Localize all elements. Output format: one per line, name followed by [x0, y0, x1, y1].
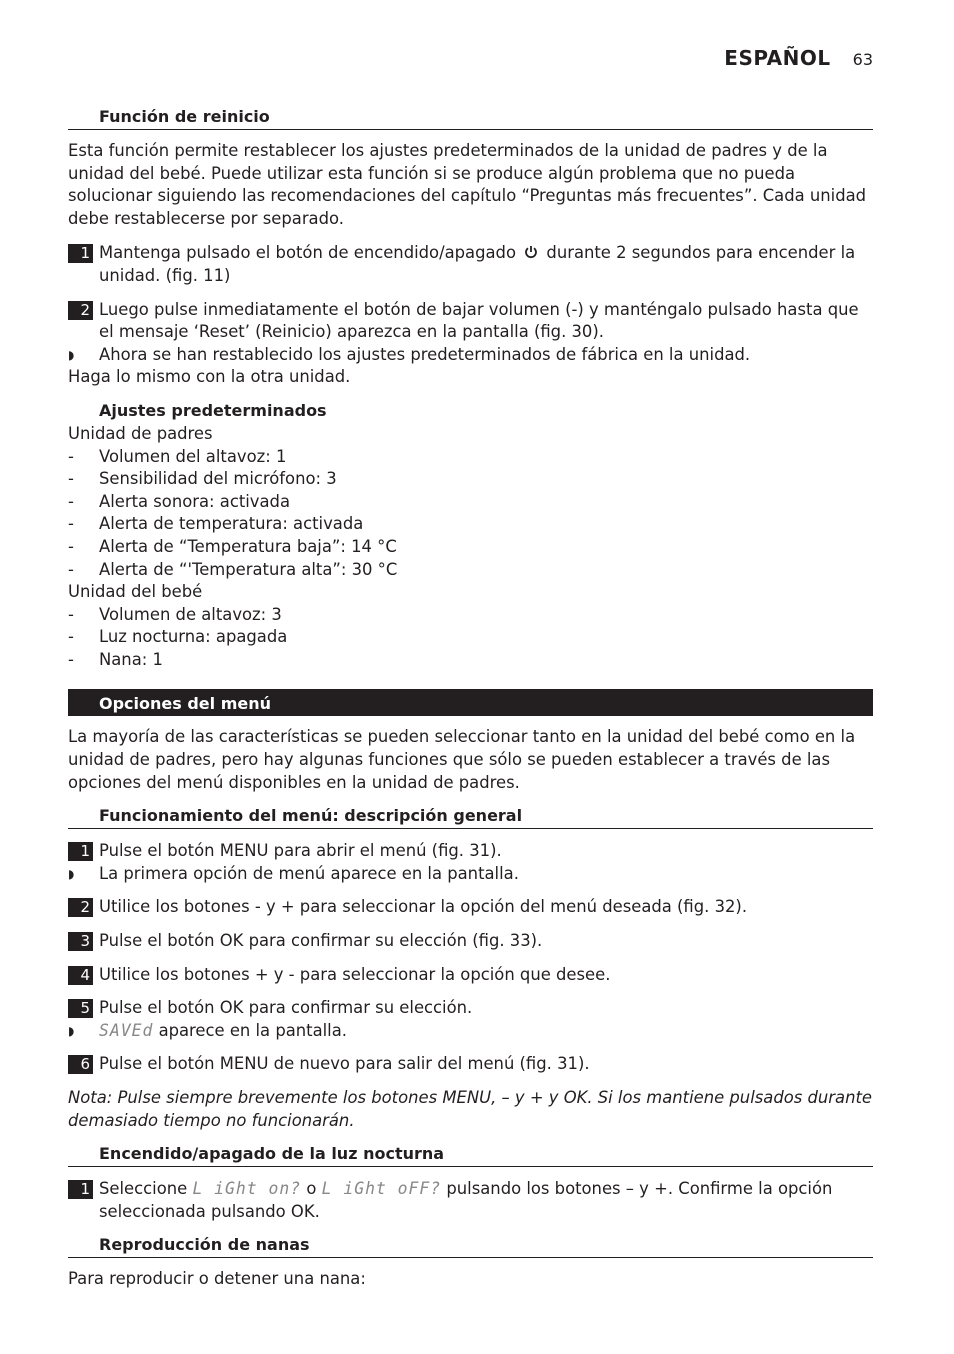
- list-item: - Alerta de “'Temperatura alta”: 30 °C: [68, 559, 398, 579]
- menu-step-2: [68, 896, 873, 919]
- page-header: [724, 46, 873, 70]
- section-title-reset: Función de reinicio: [68, 106, 873, 130]
- result-bullet-icon: ◗: [68, 1023, 75, 1038]
- section-title-defaults: Ajustes predeterminados: [99, 400, 327, 420]
- reset-result: [68, 344, 873, 367]
- menu-step-1: [68, 840, 873, 863]
- step-text: Pulse el botón OK para confirmar su elección.: [99, 998, 473, 1018]
- list-item: - Alerta de temperatura: activada: [68, 514, 364, 534]
- menu-step-5: [68, 997, 873, 1020]
- section-title-overview: Funcionamiento del menú: descripción general: [68, 805, 873, 829]
- language-label: ESPAÑOL: [724, 46, 831, 70]
- nightlight-step-1: 1 Seleccione L iGht on? o L iGht oFF? pulsando los botones – y +. Confirme la opción seleccionada pulsando OK.: [68, 1178, 873, 1223]
- result-text: Ahora se han restablecido los ajustes predeterminados de fábrica en la unidad.: [99, 344, 751, 364]
- section-title-nightlight: Encendido/apagado de la luz nocturna: [68, 1143, 873, 1167]
- step-number: 2: [68, 301, 93, 320]
- step-number: 1: [68, 1180, 93, 1199]
- lcd-text-light-on: L iGht on?: [192, 1179, 302, 1199]
- list-item: - Sensibilidad del micrófono: 3: [68, 469, 337, 489]
- lcd-text-light-off: L iGht oFF?: [321, 1179, 442, 1199]
- reset-step-2: [68, 299, 873, 344]
- parent-unit-label: Unidad de padres: [68, 423, 213, 443]
- power-icon: [524, 245, 538, 259]
- step-text: Pulse el botón MENU de nuevo para salir del menú (fig. 31).: [99, 1054, 590, 1074]
- step-text: Mantenga pulsado el botón de encendido/apagado: [99, 243, 516, 263]
- step-number: 1: [68, 244, 93, 263]
- result-text: aparece en la pantalla.: [158, 1020, 347, 1040]
- step-text: Utilice los botones - y + para seleccionar la opción del menú deseada (fig. 32).: [99, 897, 748, 917]
- step-number: 4: [68, 966, 93, 985]
- lcd-text-saved: SAVEd: [99, 1020, 154, 1040]
- note: Nota: Pulse siempre brevemente los botones MENU, – y + y OK. Si los mantiene pulsados durante demasiado tiempo no funcionarán.: [68, 1088, 872, 1130]
- menu-step-6: [68, 1053, 873, 1076]
- page-number: 63: [852, 50, 873, 69]
- list-item: - Luz nocturna: apagada: [68, 627, 288, 647]
- lullaby-intro: Para reproducir o detener una nana:: [68, 1269, 366, 1289]
- step-text: Luego pulse inmediatamente el botón de bajar volumen (-) y manténgalo pulsado hasta que el mensaje ‘Reset’ (Reinicio) aparezca en la pantalla (fig. 30).: [99, 299, 859, 342]
- step-number: 6: [68, 1055, 93, 1074]
- page-content: [68, 106, 873, 1291]
- baby-unit-label: Unidad del bebé: [68, 582, 203, 602]
- menu-step-3: [68, 930, 873, 953]
- step-text: Utilice los botones + y - para seleccionar la opción que desee.: [99, 964, 611, 984]
- reset-other-unit: Haga lo mismo con la otra unidad.: [68, 367, 351, 387]
- list-item: - Nana: 1: [68, 649, 163, 669]
- list-item: - Volumen de altavoz: 3: [68, 604, 282, 624]
- step-number: 5: [68, 999, 93, 1018]
- list-item: - Alerta sonora: activada: [68, 491, 290, 511]
- result-bullet-icon: ◗: [68, 347, 75, 362]
- result-bullet-icon: ◗: [68, 866, 75, 881]
- step-number: 1: [68, 842, 93, 861]
- step-text: durante 2 segundos para encender la unidad. (fig. 11): [99, 243, 856, 285]
- step-number: 3: [68, 932, 93, 951]
- result-text: La primera opción de menú aparece en la pantalla.: [99, 863, 519, 883]
- reset-step-1: [68, 242, 873, 287]
- section-title-menu: Opciones del menú: [68, 689, 873, 716]
- menu-step-1-result: [68, 863, 873, 886]
- reset-intro: Esta función permite restablecer los ajustes predeterminados de la unidad de padres y de la unidad del bebé. Puede utilizar esta función si se produce algún problema que no pueda solucionar siguiendo las recomendaciones del capítulo “Preguntas más frecuentes”. Cada unidad debe restablecerse por separado.: [68, 141, 867, 228]
- menu-step-4: [68, 964, 873, 987]
- list-item: - Alerta de “Temperatura baja”: 14 °C: [68, 536, 397, 556]
- section-title-lullaby: Reproducción de nanas: [68, 1234, 873, 1258]
- step-text: Pulse el botón MENU para abrir el menú (fig. 31).: [99, 841, 502, 861]
- menu-intro: La mayoría de las características se pueden seleccionar tanto en la unidad del bebé como en la unidad de padres, pero hay algunas funciones que sólo se pueden establecer a través de las opciones del menú disponibles en la unidad de padres.: [68, 727, 856, 792]
- step-number: 2: [68, 898, 93, 917]
- menu-step-5-result: [68, 1020, 873, 1043]
- list-item: - Volumen del altavoz: 1: [68, 446, 287, 466]
- step-text: Pulse el botón OK para confirmar su elección (fig. 33).: [99, 931, 543, 951]
